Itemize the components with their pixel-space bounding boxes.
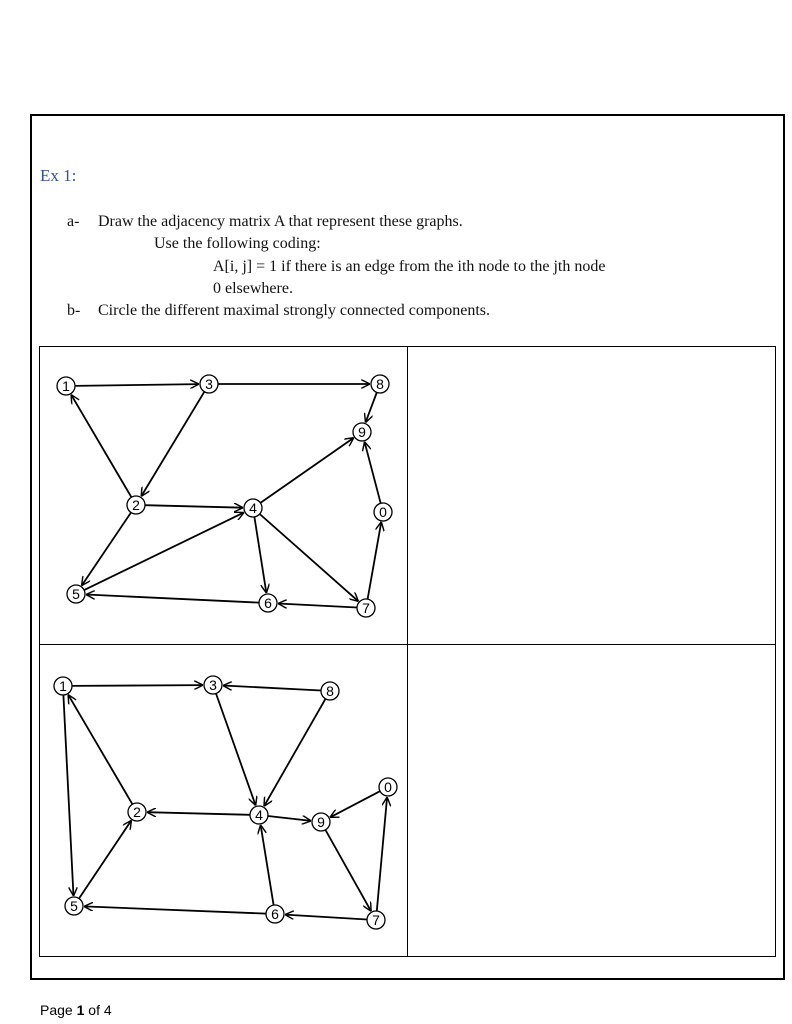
graph-1-node-label-7: 7 <box>362 600 370 616</box>
graph-1-nodes <box>57 375 392 617</box>
graph-1-edge-0-to-9 <box>365 442 381 504</box>
graph-2-edge-4-to-9 <box>268 816 311 821</box>
item-b-text: Circle the different maximal strongly connected components. <box>98 302 491 319</box>
page-current: 1 <box>76 1002 85 1018</box>
graph-1-edge-4-to-9 <box>260 438 353 503</box>
graph-1-node-label-6: 6 <box>264 595 272 611</box>
coding-rule-1: A[i, j] = 1 if there is an edge from the ith node to the jth node <box>213 258 606 275</box>
graph-2-edge-4-to-2 <box>147 812 250 815</box>
graph-2-edge-7-to-0 <box>377 797 387 911</box>
graph-2-node-label-7: 7 <box>372 912 380 928</box>
graph-2-edges <box>63 685 387 919</box>
graph-2-edge-5-to-2 <box>79 820 131 898</box>
graph-2-node-label-4: 4 <box>255 807 263 823</box>
graph-1-node-label-1: 1 <box>62 378 70 394</box>
page-of: of <box>88 1002 100 1018</box>
graph-2-edge-0-to-9 <box>330 791 380 817</box>
graph-1-edge-2-to-5 <box>82 513 131 586</box>
graph-2-edge-8-to-3 <box>223 686 321 691</box>
graph-2-edge-9-to-7 <box>325 830 371 912</box>
graph-2-edge-1-to-3 <box>72 685 203 686</box>
graph-1-edge-3-to-2 <box>141 392 204 497</box>
graph-1-edge-4-to-7 <box>260 514 359 601</box>
graph-1-node-label-5: 5 <box>72 586 80 602</box>
graph-1-edge-4-to-6 <box>254 517 266 593</box>
coding-rule-2: 0 elsewhere. <box>213 280 293 297</box>
graph-2-edge-1-to-5 <box>63 695 73 896</box>
page-total: 4 <box>103 1002 112 1018</box>
graph-1-edge-2-to-1 <box>71 395 131 498</box>
page-footer <box>40 1002 112 1018</box>
graph-1-node-label-4: 4 <box>249 500 257 516</box>
graph-2-node-label-8: 8 <box>326 683 334 699</box>
graph-2-node-label-2: 2 <box>133 804 141 820</box>
graph-2-node-label-0: 0 <box>384 779 392 795</box>
graph-1-node-label-3: 3 <box>205 376 213 392</box>
graph-2-node-label-5: 5 <box>70 898 78 914</box>
coding-intro: Use the following coding: <box>154 235 321 252</box>
graph-1-edge-2-to-4 <box>145 505 243 508</box>
graph-1-edge-7-to-0 <box>368 522 382 599</box>
item-a-marker: a- <box>67 213 80 230</box>
graph-2-node-label-9: 9 <box>317 814 325 830</box>
item-a-text: Draw the adjacency matrix A that represent these graphs. <box>98 213 463 230</box>
graph-2-edge-6-to-4 <box>261 825 274 905</box>
page-label: Page <box>40 1002 73 1018</box>
graph-2-edge-2-to-1 <box>68 695 132 805</box>
graph-2-edge-8-to-4 <box>264 699 326 807</box>
graph-1-edge-6-to-5 <box>86 595 259 603</box>
graph-1-edge-5-to-4 <box>84 512 244 590</box>
graph-2-edge-6-to-5 <box>84 906 266 913</box>
exercise-title: Ex 1: <box>40 166 77 185</box>
graph-1-node-label-8: 8 <box>376 376 384 392</box>
graph-2-nodes <box>54 676 397 929</box>
graph-2-node-label-3: 3 <box>209 677 217 693</box>
graph-2-edge-7-to-6 <box>285 915 367 920</box>
graph-1-node-label-9: 9 <box>358 424 366 440</box>
graph-1-node-label-0: 0 <box>379 504 387 520</box>
graph-1-edges <box>71 384 381 608</box>
graph-2-node-label-6: 6 <box>271 906 279 922</box>
graph-1-node-label-2: 2 <box>132 497 140 513</box>
graph-1-edge-8-to-9 <box>366 392 377 422</box>
graph-1-edge-1-to-3 <box>75 384 199 386</box>
graph-2-edge-3-to-4 <box>216 694 256 806</box>
graph-2-node-label-1: 1 <box>59 678 67 694</box>
item-b-marker: b- <box>67 302 81 319</box>
graph-1-edge-7-to-6 <box>278 604 357 608</box>
